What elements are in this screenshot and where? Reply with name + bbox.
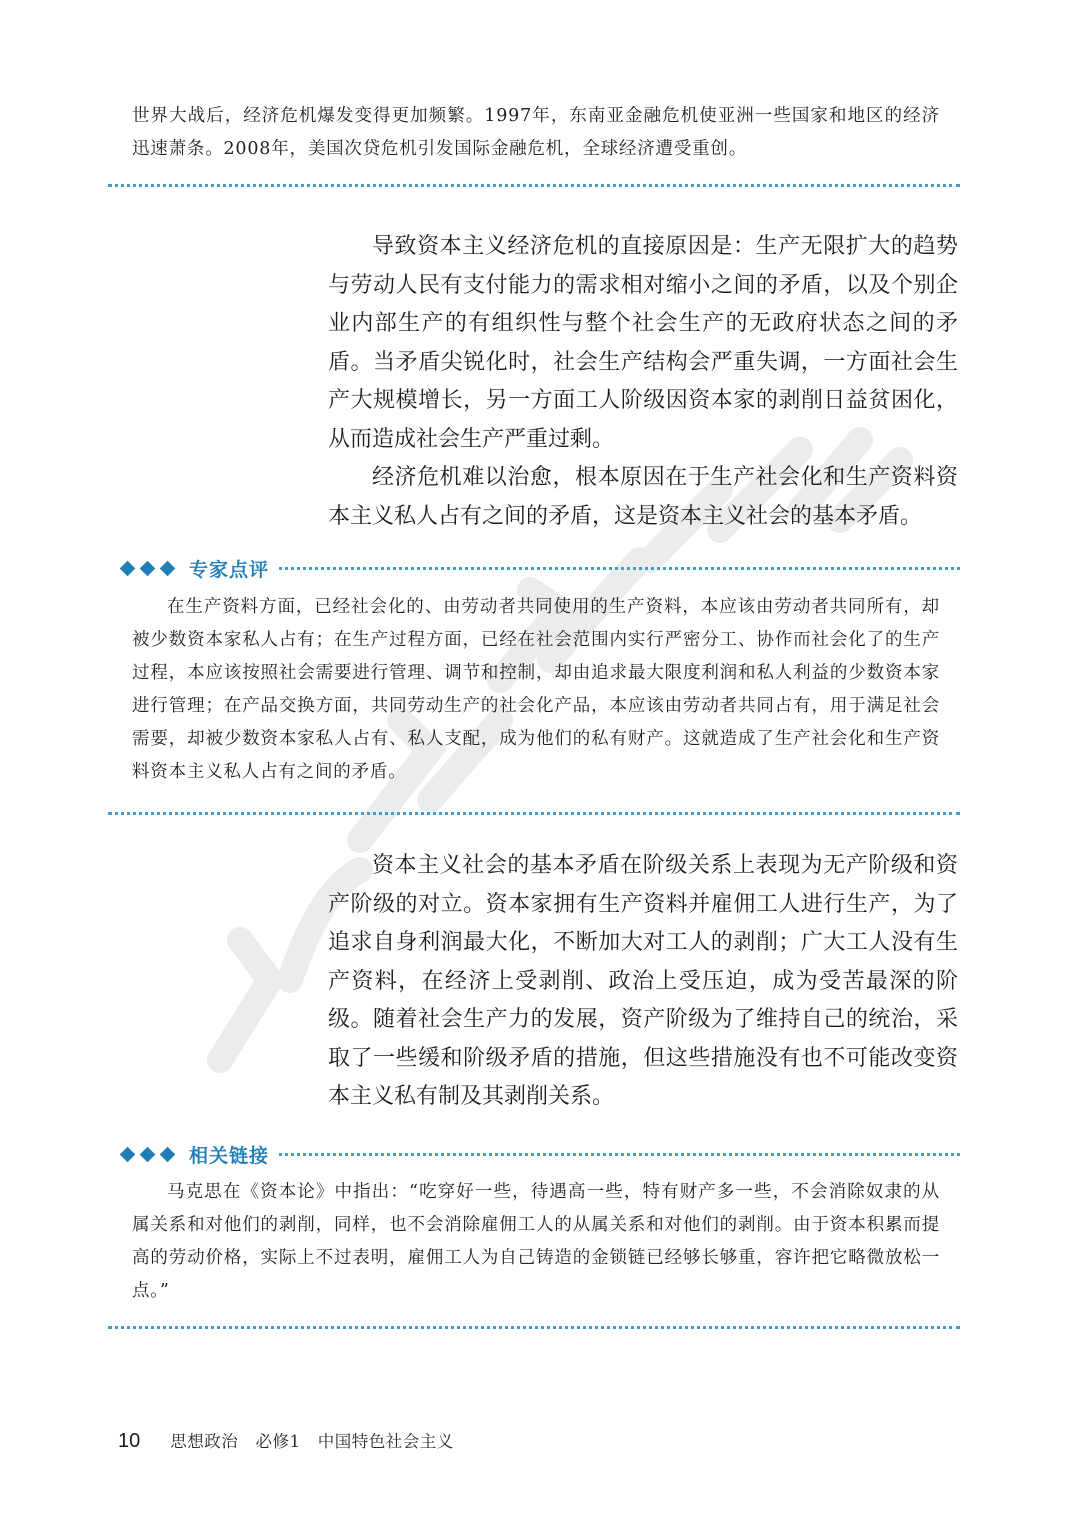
book-title: 思想政治 必修1 中国特色社会主义: [170, 1432, 454, 1451]
expert-comment-header: [120, 554, 960, 582]
page-footer: [118, 1428, 454, 1453]
divider-related-links: [108, 1326, 960, 1329]
divider-expert-comment: [108, 812, 960, 815]
diamond-bullets-icon: [120, 1149, 175, 1160]
main-text-block-2: [328, 847, 958, 1117]
main-paragraph-direct-cause: 导致资本主义经济危机的直接原因是：生产无限扩大的趋势与劳动人民有支付能力的需求相对缩小之间的矛盾，以及个别企业内部生产的有组织性与整个社会生产的无政府状态之间的矛盾。当矛盾尖锐化时，社会生产结构会严重失调，一方面社会生产大规模增长，另一方面工人阶级因资本家的剥削日益贫困化，从而造成社会生产严重过剩。: [328, 234, 958, 452]
diamond-bullets-icon: [120, 563, 175, 574]
expert-comment-title: 专家点评: [189, 558, 270, 581]
expert-comment-header-dots: [279, 567, 960, 570]
related-links-header-dots: [279, 1153, 960, 1156]
main-paragraph-root-cause: 经济危机难以治愈，根本原因在于生产社会化和生产资料资本主义私人占有之间的矛盾，这是资本主义社会的基本矛盾。: [328, 465, 958, 529]
related-links-body: [132, 1176, 940, 1308]
expert-comment-body: [132, 591, 940, 789]
intro-paragraph-block: [132, 100, 940, 166]
related-links-paragraph: 马克思在《资本论》中指出：“吃穿好一些，待遇高一些，特有财产多一些，不会消除奴隶的从属关系和对他们的剥削，同样，也不会消除雇佣工人的从属关系和对他们的剥削。由于资本积累而提高的劳动价格，实际上不过表明，雇佣工人为自己铸造的金锁链已经够长够重，容许把它略微放松一点。”: [132, 1182, 940, 1301]
main-text-block-1: [328, 228, 958, 536]
page-number: 10: [118, 1430, 141, 1452]
divider-top: [108, 184, 960, 187]
main-paragraph-class-relations: 资本主义社会的基本矛盾在阶级关系上表现为无产阶级和资产阶级的对立。资本家拥有生产资料并雇佣工人进行生产，为了追求自身利润最大化，不断加大对工人的剥削；广大工人没有生产资料，在经济上受剥削、政治上受压迫，成为受苦最深的阶级。随着社会生产力的发展，资产阶级为了维持自己的统治，采取了一些缓和阶级矛盾的措施，但这些措施没有也不可能改变资本主义私有制及其剥削关系。: [328, 853, 958, 1109]
related-links-header: [120, 1140, 960, 1168]
expert-comment-paragraph: 在生产资料方面，已经社会化的、由劳动者共同使用的生产资料，本应该由劳动者共同所有，却被少数资本家私人占有；在生产过程方面，已经在社会范围内实行严密分工、协作而社会化了的生产过程，本应该按照社会需要进行管理、调节和控制，却由追求最大限度利润和私人利益的少数资本家进行管理；在产品交换方面，共同劳动生产的社会化产品，本应该由劳动者共同占有，用于满足社会需要，却被少数资本家私人占有、私人支配，成为他们的私有财产。这就造成了生产社会化和生产资料资本主义私人占有之间的矛盾。: [132, 597, 940, 782]
intro-paragraph: 世界大战后，经济危机爆发变得更加频繁。1997年，东南亚金融危机使亚洲一些国家和地区的经济迅速萧条。2008年，美国次贷危机引发国际金融危机，全球经济遭受重创。: [132, 106, 940, 159]
related-links-title: 相关链接: [189, 1144, 270, 1167]
